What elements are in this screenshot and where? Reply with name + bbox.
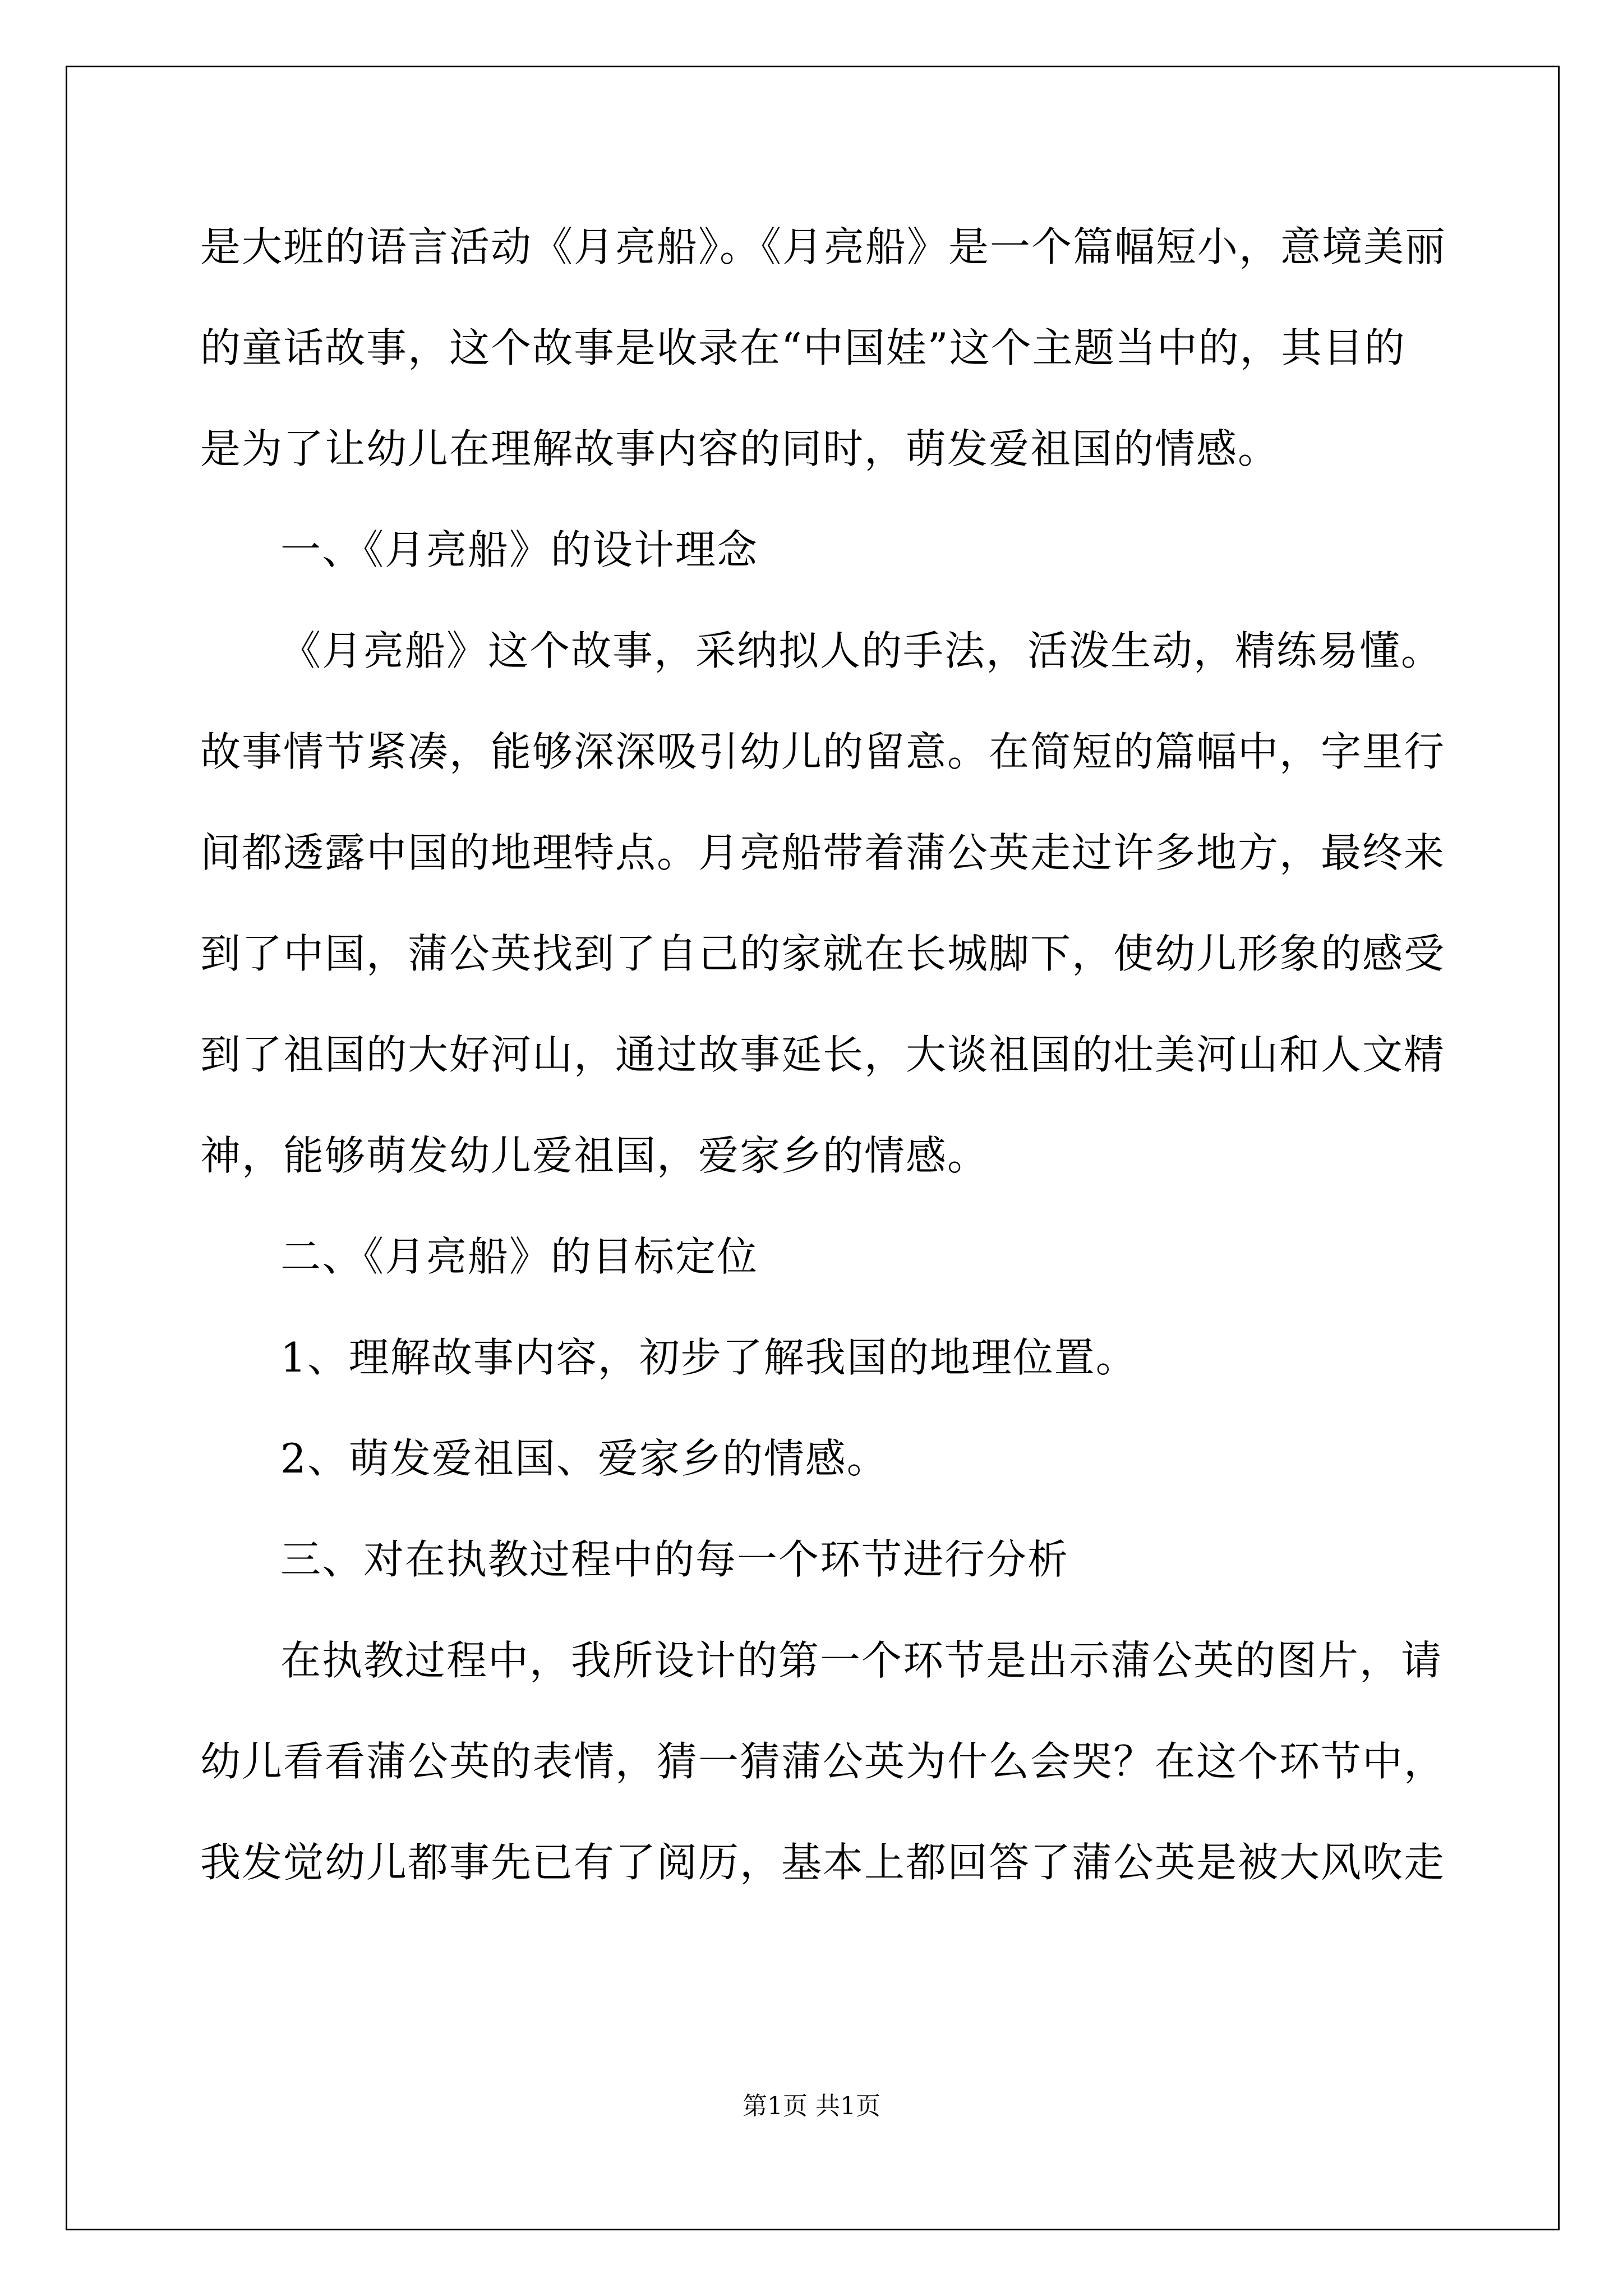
body-text-line: 幼儿看看蒲公英的表情，猜一猜蒲公英为什么会哭？在这个环节中， xyxy=(200,1738,1446,1785)
body-text-line: 神，能够萌发幼儿爱祖国，爱家乡的情感。 xyxy=(200,1132,989,1179)
body-text-line: 是为了让幼儿在理解故事内容的同时，萌发爱祖国的情感。 xyxy=(200,425,1280,472)
body-text-line: 是大班的语言活动《月亮船》。《月亮船》是一个篇幅短小，意境美丽 xyxy=(200,223,1447,270)
body-text-line: 间都透露中国的地理特点。月亮船带着蒲公英走过许多地方，最终来 xyxy=(200,829,1446,876)
section-heading-goals: 二、《月亮船》的目标定位 xyxy=(280,1233,759,1280)
section-heading-analysis: 三、对在执教过程中的每一个环节进行分析 xyxy=(280,1536,1069,1583)
body-text-line: 到了中国，蒲公英找到了自己的家就在长城脚下，使幼儿形象的感受 xyxy=(200,930,1446,977)
page-footer: 第1页 共1页 xyxy=(743,2092,880,2120)
body-text-line: 在执教过程中，我所设计的第一个环节是出示蒲公英的图片，请 xyxy=(280,1637,1443,1684)
goal-item-1: 1、理解故事内容，初步了解我国的地理位置。 xyxy=(280,1334,1137,1381)
body-text-line: 故事情节紧凑，能够深深吸引幼儿的留意。在简短的篇幅中，字里行 xyxy=(200,728,1446,775)
body-text-line: 到了祖国的大好河山，通过故事延长，大谈祖国的壮美河山和人文精 xyxy=(200,1031,1446,1078)
body-text-line: 的童话故事，这个故事是收录在“中国娃”这个主题当中的，其目的 xyxy=(200,324,1406,371)
section-heading-design-concept: 一、《月亮船》的设计理念 xyxy=(280,526,759,573)
body-text-line: 我发觉幼儿都事先已有了阅历，基本上都回答了蒲公英是被大风吹走 xyxy=(200,1839,1446,1886)
goal-item-2: 2、萌发爱祖国、爱家乡的情感。 xyxy=(280,1435,888,1482)
body-text-line: 《月亮船》这个故事，采纳拟人的手法，活泼生动，精练易懂。 xyxy=(280,627,1443,674)
